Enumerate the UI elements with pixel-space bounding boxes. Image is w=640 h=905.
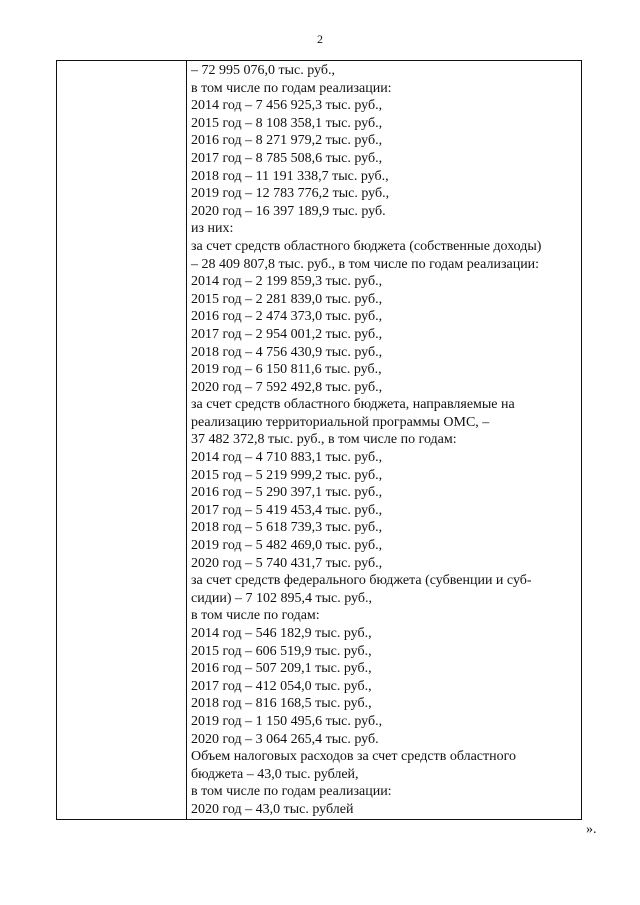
text-line: за счет средств областного бюджета, направляемые на [191, 397, 515, 413]
text-line: сидии) – 7 102 895,4 тыс. руб., [191, 590, 372, 606]
closing-quote-mark: ». [586, 822, 597, 837]
text-line: 2017 год – 8 785 508,6 тыс. руб., [191, 150, 383, 166]
text-line: 2014 год – 7 456 925,3 тыс. руб., [191, 98, 383, 114]
text-line: 2015 год – 2 281 839,0 тыс. руб., [191, 291, 383, 307]
text-line: 2020 год – 7 592 492,8 тыс. руб., [191, 379, 383, 395]
text-line: в том числе по годам: [191, 608, 320, 624]
text-line: за счет средств областного бюджета (собственные доходы) [191, 238, 542, 254]
text-line: за счет средств федерального бюджета (субвенции и суб- [191, 573, 532, 589]
text-line: 2018 год – 4 756 430,9 тыс. руб., [191, 344, 383, 360]
text-line: из них: [191, 221, 234, 237]
text-line: 2020 год – 16 397 189,9 тыс. руб. [191, 203, 386, 219]
text-line: 2014 год – 546 182,9 тыс. руб., [191, 626, 372, 641]
text-line: 2015 год – 8 108 358,1 тыс. руб., [191, 115, 383, 131]
text-line: 2017 год – 2 954 001,2 тыс. руб., [191, 326, 383, 342]
page-number: 2 [317, 32, 323, 46]
text-line: 2016 год – 5 290 397,1 тыс. руб., [191, 485, 383, 501]
text-line: 2020 год – 5 740 431,7 тыс. руб., [191, 555, 383, 571]
text-line: 2019 год – 1 150 495,6 тыс. руб., [191, 713, 383, 729]
text-line: в том числе по годам реализации: [191, 784, 392, 800]
table-right-cell [187, 61, 581, 819]
text-line: реализацию территориальной программы ОМС, – [191, 414, 490, 430]
text-line: 2015 год – 5 219 999,2 тыс. руб., [191, 467, 383, 483]
text-line: 2019 год – 5 482 469,0 тыс. руб., [191, 538, 383, 554]
text-line: Объем налоговых расходов за счет средств областного [191, 749, 517, 765]
text-line: 2018 год – 5 618 739,3 тыс. руб., [191, 520, 383, 536]
text-line: 2014 год – 2 199 859,3 тыс. руб., [191, 274, 383, 290]
text-line: 2015 год – 606 519,9 тыс. руб., [191, 643, 372, 659]
financing-table [56, 60, 582, 820]
text-line: в том числе по годам реализации: [191, 80, 392, 96]
text-line: 2018 год – 11 191 338,7 тыс. руб., [191, 168, 389, 184]
text-line: 2019 год – 6 150 811,6 тыс. руб., [191, 362, 382, 378]
text-line: – 72 995 076,0 тыс. руб., [191, 63, 335, 78]
table-left-cell [57, 61, 187, 819]
text-line: 2016 год – 507 209,1 тыс. руб., [191, 661, 372, 677]
text-line: 2020 год – 43,0 тыс. рублей [191, 801, 354, 817]
text-line: 2014 год – 4 710 883,1 тыс. руб., [191, 450, 383, 466]
text-line: 2019 год – 12 783 776,2 тыс. руб., [191, 186, 390, 202]
text-line: бюджета – 43,0 тыс. рублей, [191, 766, 359, 782]
text-line: 2020 год – 3 064 265,4 тыс. руб. [191, 731, 379, 747]
text-line: – 28 409 807,8 тыс. руб., в том числе по годам реализации: [191, 256, 540, 272]
text-line: 2018 год – 816 168,5 тыс. руб., [191, 696, 372, 712]
text-line: 2017 год – 412 054,0 тыс. руб., [191, 678, 372, 694]
text-line: 2016 год – 8 271 979,2 тыс. руб., [191, 133, 383, 149]
text-line: 2016 год – 2 474 373,0 тыс. руб., [191, 309, 383, 325]
text-line: 37 482 372,8 тыс. руб., в том числе по годам: [191, 432, 457, 448]
text-line: 2017 год – 5 419 453,4 тыс. руб., [191, 502, 383, 518]
